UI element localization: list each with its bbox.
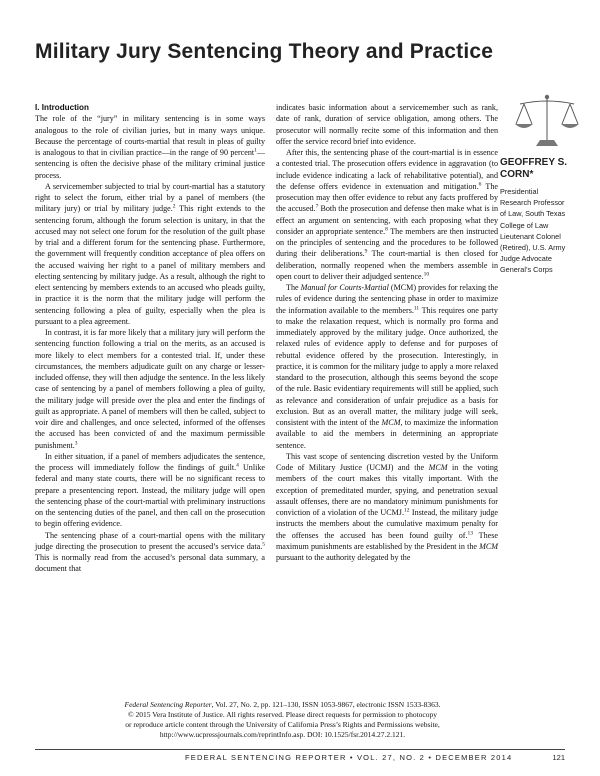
author-name: GEOFFREY S. CORN*	[500, 157, 568, 180]
footer-rule	[35, 749, 565, 750]
section-heading: I. Introduction	[35, 103, 89, 112]
footnote-ref: 5	[262, 541, 265, 548]
footnote-ref: 6	[478, 181, 482, 188]
footnote-ref: 8	[385, 226, 388, 233]
paragraph: A servicemember subjected to trial by court-martial has a statutory right to select the forum, either trial by a panel of members (the military jury) or trial by military judge.$^2$ This right extends to the sentencing forum, although the forum selection is unitary, in that the accused may not select one forum for the resolution of the guilt phase by trial and a different forum for the sentencing phase. Furthermore, the government will frequently condition acceptance of plea offers on the accused waiving her right to a panel of military members and electing sentencing by military judge. As a result, although the right to elect sentencing by members extends to an accused who pleads guilty, in practice it is the norm that the military judge will perform the sentencing following a plea of guilty, especially when the plea is pursuant to a plea agreement.	[35, 181, 266, 326]
citation-block	[90, 700, 475, 740]
footnote-ref: 4	[236, 462, 239, 469]
author-bio: Presidential Research Professor of Law, South Texas College of Law Lieutenant Colonel (Retired), U.S. Army Judge Advocate General’s Corps	[500, 187, 566, 275]
footnote-ref: 2	[172, 203, 176, 210]
paragraph: After this, the sentencing phase of the court-martial is in essence a contested trial. The prosecution offers evidence in aggravation (to include evidence indicating a lack of rehabilitative potential), and the defense offers evidence in extenuation and mitigation.$^6$ The prosecution may then offer evidence to rebut any facts proffered by the accused.$^7$ Both the prosecution and defense then make what is in effect an argument on sentencing, with each proposing what they consider an appropriate sentence.$^8$ The members are then instructed on the principles of sentencing and the procedures to be followed during their deliberations.$^9$ The court-martial is then closed for deliberation, normally reopened when the members assemble in open court to deliver their adjudged sentence.$^{10}$	[276, 148, 498, 281]
text-column-left	[35, 102, 265, 575]
paragraph: This vast scope of sentencing discretion vested by the Uniform Code of Military Justice (UCMJ) and the MCM in the voting members of the court makes this vitally important. With the exception of premeditated murder, spying, and penetration sexual assault offenses, there are no mandatory minimum punishments for conviction of a violation of the UCMJ.$^{12}$ Instead, the military judge instructs the members about the cumulative maximum penalty for the offenses the accused has been found guilty of.$^{13}$ These maximum punishments are established by the President in the MCM pursuant to the authority delegated by the	[276, 451, 498, 562]
paragraph: indicates basic information about a servicemember such as rank, date of rank, duration of service obligation, among others. The prosecutor will normally recite some of this information and then offer the service record brief into evidence.	[276, 103, 498, 146]
page-number: 121	[552, 753, 565, 762]
paragraph: The role of the “jury” in military sentencing is in some ways analogous to the role of civilian juries, but in many ways unique. Because the percentage of courts-martial that result in pleas of guilty is analogous to that in civilian practice—in the range of 90 percent$^1$—sentencing is often the decisive phase of the military criminal justice process.	[35, 114, 265, 180]
paragraph: The Manual for Courts-Martial (MCM) provides for relaxing the rules of evidence during the sentencing phase in order to maximize the information available to the members.$^{11}$ This requires one party to make the relaxation request, which is normally pro forma and immediately approved by the military judge. Once authorized, the relaxed rules of evidence apply to defense and for purposes of rebuttal evidence offered by the prosecution. Interestingly, in practice, it is common for the military judge to apply a more relaxed standard to the prosecution, although this seems beyond the scope of the rule. Basic evidentiary requirements will still be applied, such as relevance and consideration of unfair prejudice as a basis for exclusion. But as an overall matter, the military judge will seek, consistent with the intent of the MCM, to maximize the information available to aid the members in determining an appropriate sentence.	[276, 283, 498, 450]
footnote-ref: 9	[364, 248, 368, 255]
author-sidebar	[500, 157, 592, 276]
paragraph: In contrast, it is far more likely that a military jury will perform the sentencing function following a trial on the merits, as an accused is more likely to elect members for a contested trial. If, under these circumstances, the members adjudicate guilt on any charge or lesser-included offense, they will then adjudge the sentence. In the less likely case of sentencing by a panel of members following a plea of guilty, the military judge will preside over the plea and enter the findings of guilt as appropriate. A panel of members will then be called, subject to voir dire and challenges, and once selected, informed of the offenses the accused has been convicted of and the maximum permissible punishment.$^3$	[35, 328, 265, 450]
scales-of-justice-icon	[512, 92, 582, 148]
footnote-ref: 7	[315, 203, 319, 210]
footnote-ref: 13	[467, 529, 473, 536]
article-title: Military Jury Sentencing Theory and Practice	[35, 40, 494, 63]
footnote-ref: 10	[423, 271, 430, 278]
footnote-ref: 3	[74, 439, 78, 446]
footnote-ref: 1	[254, 147, 257, 154]
citation-url: http://www.ucpressjournals.com/reprintInfo.asp. DOI: 10.1525/fsr.2014.27.2.121.	[159, 730, 406, 739]
text-column-right	[276, 102, 498, 563]
citation-line: Federal Sentencing Reporter, Vol. 27, No. 2, pp. 121–130, ISSN 1053-9867, electronic ISSN 1533-8363.	[124, 700, 441, 709]
footnote-ref: 11	[413, 304, 420, 311]
running-footer: FEDERAL SENTENCING REPORTER • VOL. 27, NO. 2 • DECEMBER 2014	[185, 753, 513, 762]
paragraph: In either situation, if a panel of members adjudicates the sentence, the process will immediately follow the findings of guilt.$^4$ Unlike federal and many state courts, there will be no significant recess to prepare a presentencing report. Instead, the military judge will open the sentencing phase of the court-martial with preliminary instructions on the sentencing duties of the panel, and then call on the prosecution to begin offering evidence.	[35, 451, 265, 529]
paragraph: The sentencing phase of a court-martial opens with the military judge directing the prosecution to present the accused’s service data.$^5$ This is normally read from the accused’s personal data summary, a document that	[35, 530, 265, 574]
footnote-ref: 12	[403, 507, 410, 514]
citation-line: or reproduce article content through the University of California Press’s Rights and Permissions website,	[125, 720, 440, 729]
citation-line: © 2015 Vera Institute of Justice. All rights reserved. Please direct requests for permission to photocopy	[127, 710, 438, 719]
